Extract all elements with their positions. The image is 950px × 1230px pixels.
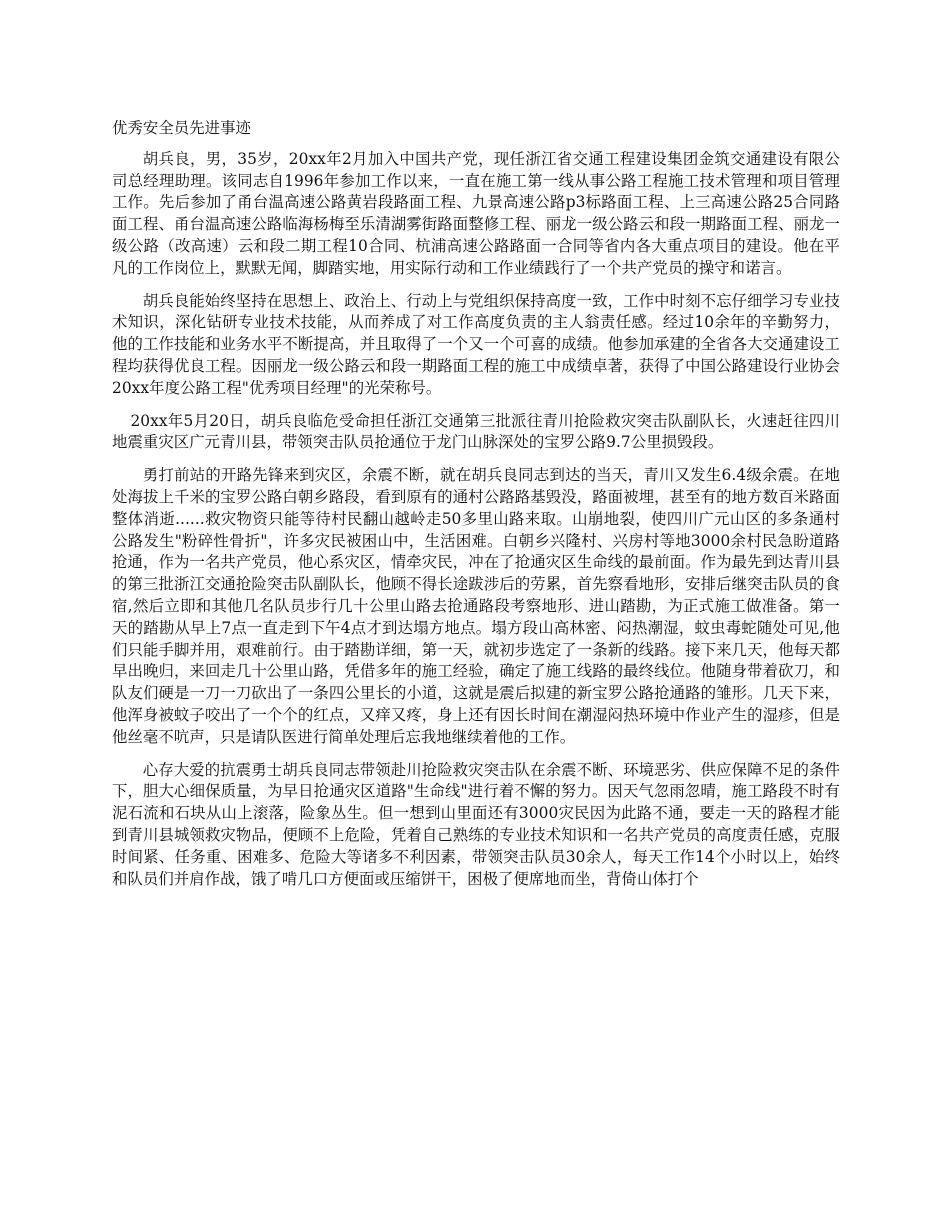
paragraph-achievements: 胡兵良能始终坚持在思想上、政治上、行动上与党组织保持高度一致，工作中时刻不忘仔细学习专业技术知识，深化钻研专业技术技能，从而养成了对工作高度负责的主人翁责任感。经过10余年的辛勤努力，他的工作技能和业务水平不断提高，并且取得了一个又一个可喜的成绩。他参加承建的全省各大交通建设工程均获得优良工程。因丽龙一级公路云和段一期路面工程的施工中成绩卓著，获得了中国公路建设行业协会20xx年度公路工程"优秀项目经理"的光荣称号。 <box>112 291 840 397</box>
paragraph-intro: 胡兵良，男，35岁，20xx年2月加入中国共产党，现任浙江省交通工程建设集团金筑交通建设有限公司总经理助理。该同志自1996年参加工作以来，一直在施工第一线从事公路工程施工技术管理和项目管理工作。先后参加了甬台温高速公路黄岩段路面工程、九景高速公路p3标路面工程、上三高速公路25合同路面工程、甬台温高速公路临海杨梅至乐清湖雾街路面整修工程、丽龙一级公路云和段一期路面工程、丽龙一级公路（改高速）云和段二期工程10合同、杭浦高速公路路面一合同等省内各大重点项目的建设。他在平凡的工作岗位上，默默无闻，脚踏实地，用实际行动和工作业绩践行了一个共产党员的操守和诺言。 <box>112 149 840 277</box>
paragraph-earthquake-hero: 心存大爱的抗震勇士胡兵良同志带领赴川抢险救灾突击队在余震不断、环境恶劣、供应保障不足的条件下，胆大心细保质量，为早日抢通灾区道路"生命线"进行着不懈的努力。因天气忽雨忽晴，施工路段不时有泥石流和石块从山上滚落，险象丛生。但一想到山里面还有3000灾民因为此路不通，要走一天的路程才能到青川县城领救灾物品，便顾不上危险，凭着自己熟练的专业技术知识和一名共产党员的高度责任感，克服时间紧、任务重、困难多、危险大等诸多不利因素，带领突击队员30余人，每天工作14个小时以上，始终和队员们并肩作战，饿了啃几口方便面或压缩饼干，困极了便席地而坐，背倚山体打个 <box>112 760 840 888</box>
document-page <box>112 118 840 901</box>
paragraph-vanguard: 勇打前站的开路先锋来到灾区，余震不断，就在胡兵良同志到达的当天，青川又发生6.4级余震。在地处海拔上千米的宝罗公路白朝乡路段，看到原有的通村公路路基毁没，路面被埋，甚至有的地方数百米路面整体消逝......救灾物资只能等待村民翻山越岭走50多里山路来取。山崩地裂，使四川广元山区的多条通村公路发生"粉碎性骨折"，许多灾民被困山中，生活困难。白朝乡兴隆村、兴房村等地3000余村民急盼道路抢通，作为一名共产党员，他心系灾区，情牵灾民，冲在了抢通灾区生命线的最前面。作为最先到达青川县的第三批浙江交通抢险突击队副队长，他顾不得长途跋涉后的劳累，首先察看地形，安排后继突击队员的食宿,然后立即和其他几名队员步行几十公里山路去抢通路段考察地形、进山踏勘，为正式施工做准备。第一天的踏勘从早上7点一直走到下午4点才到达塌方地点。塌方段山高林密、闷热潮湿，蚊虫毒蛇随处可见,他们只能手脚并用，艰难前行。由于踏勘详细，第一天，就初步选定了一条新的线路。接下来几天，他每天都早出晚归，来回走几十公里山路，凭借多年的施工经验，确定了施工线路的最终线位。他随身带着砍刀，和队友们硬是一刀一刀砍出了一条四公里长的小道，这就是震后拟建的新宝罗公路抢通路的雏形。几天下来，他浑身被蚊子咬出了一个个的红点，又痒又疼，身上还有因长时间在潮湿闷热环境中作业产生的湿疹，但是他丝毫不吭声，只是请队医进行简单处理后忘我地继续着他的工作。 <box>112 466 840 746</box>
paragraph-appointment: 20xx年5月20日，胡兵良临危受命担任浙江交通第三批派往青川抢险救灾突击队副队长，火速赶往四川地震重灾区广元青川县，带领突击队员抢通位于龙门山脉深处的宝罗公路9.7公里损毁段。 <box>112 411 840 452</box>
document-title: 优秀安全员先进事迹 <box>112 119 251 137</box>
